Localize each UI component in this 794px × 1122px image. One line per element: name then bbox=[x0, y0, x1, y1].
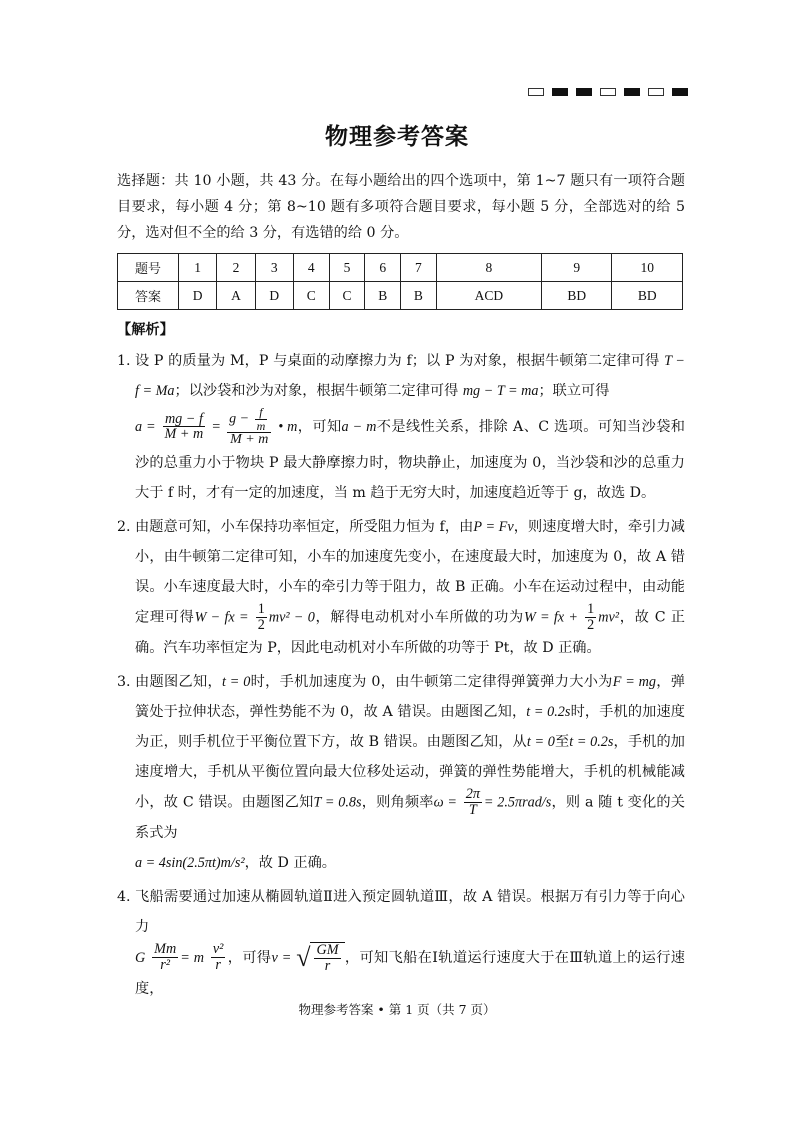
text: ，故 D 正确。 bbox=[244, 854, 336, 871]
question-number: 7 bbox=[401, 254, 437, 282]
mark-filled bbox=[672, 88, 688, 96]
equation: • m bbox=[278, 418, 298, 435]
inner-numerator: f bbox=[255, 406, 268, 420]
fraction-gravity bbox=[152, 942, 178, 973]
text: ，可得 bbox=[227, 949, 272, 966]
answer-cell: B bbox=[365, 282, 401, 310]
denominator: 2 bbox=[257, 616, 265, 633]
equation: mv² − 0 bbox=[268, 609, 315, 626]
answer-cell: D bbox=[255, 282, 293, 310]
text: ，手机的加速度增大，手机从平衡位置向最大位移处运动，弹簧的弹性势能增大，手机的机械能减小，故 C 错误。由题图乙知 bbox=[135, 733, 685, 811]
text: 设 P 的质量为 M，P 与桌面的动摩擦力为 f；以 P 为对象，根据牛顿第二定律可得 bbox=[135, 353, 660, 369]
radicand-fraction bbox=[314, 943, 340, 974]
text: ，可知飞船在Ⅰ轨道运行速度大于在Ⅲ轨道上的运行速度， bbox=[135, 949, 685, 997]
solution-2 bbox=[117, 512, 685, 663]
question-number: 9 bbox=[541, 254, 611, 282]
question-number: 6 bbox=[365, 254, 401, 282]
radical-sign: √ bbox=[296, 942, 311, 972]
fraction-half bbox=[256, 602, 267, 633]
equation: t = 0.2s bbox=[569, 733, 614, 750]
text: ，解得电动机对小车所做的功为 bbox=[314, 609, 524, 626]
answer-cell: BD bbox=[541, 282, 611, 310]
equation: P = Fv bbox=[473, 518, 514, 535]
intro-text: 选择题：共 10 小题，共 43 分。在每小题给出的四个选项中，第 1~7 题只有一项符合题目要求，每小题 4 分；第 8~10 题有多项符合题目要求，每小题 5 分，全部选对的给 5 分，选对但不全的给 3 分，有选错的给 0 分。 bbox=[117, 173, 685, 241]
solution-4 bbox=[117, 882, 685, 1004]
denominator: r bbox=[324, 957, 331, 974]
equation: T − f = Ma bbox=[135, 353, 685, 399]
equation: ω = bbox=[433, 794, 457, 811]
numerator: GM bbox=[316, 941, 339, 958]
numerator: v² bbox=[212, 941, 224, 958]
text: 由题图乙知， bbox=[135, 673, 222, 690]
numerator-part: g − bbox=[229, 411, 250, 427]
equation: a − m bbox=[341, 418, 377, 435]
numerator: 2π bbox=[465, 785, 480, 802]
text: 不是线性关系，排除 A、C 选项。可知当沙袋和沙的总重力小于物块 P 最大静摩擦力时，物块静止，加速度为 0，当沙袋和沙的总重力大于 f 时，才有一定的加速度，当 m 趋于无穷大时，加速度趋近等于 g，故选 D。 bbox=[135, 418, 685, 501]
equation: = 2.5πrad/s bbox=[483, 794, 552, 811]
text: ，则角频率 bbox=[361, 794, 434, 811]
denominator: M + m bbox=[164, 426, 204, 443]
numerator: mg − f bbox=[163, 412, 206, 428]
equation: T = 0.8s bbox=[313, 794, 362, 811]
question-number: 10 bbox=[612, 254, 683, 282]
equation: t = 0 bbox=[221, 673, 251, 690]
numerator: 1 bbox=[587, 600, 595, 617]
question-number: 4 bbox=[293, 254, 329, 282]
inner-denominator: m bbox=[256, 418, 266, 433]
radicand bbox=[310, 942, 344, 974]
row-label-number: 题号 bbox=[118, 254, 179, 282]
table-row-numbers bbox=[118, 254, 683, 282]
fraction bbox=[163, 412, 206, 443]
mark-filled bbox=[552, 88, 568, 96]
equation: v = bbox=[271, 949, 292, 966]
answer-cell: B bbox=[401, 282, 437, 310]
denominator: r bbox=[215, 957, 221, 974]
text: 由题意可知，小车保持功率恒定，所受阻力恒为 f，由 bbox=[135, 518, 474, 535]
section-label: 【解析】 bbox=[117, 322, 174, 338]
equation: W − fx = bbox=[194, 609, 249, 626]
text: 时，手机的加速度为正，则手机位于平衡位置下方，故 B 错误。由题图乙知，从 bbox=[135, 703, 685, 750]
question-number: 5 bbox=[329, 254, 365, 282]
answer-cell: C bbox=[329, 282, 365, 310]
mark-filled bbox=[576, 88, 592, 96]
fraction-centripetal bbox=[211, 942, 226, 973]
solution-number: 2. bbox=[117, 518, 131, 535]
equation: mg − T = ma bbox=[462, 383, 539, 399]
denominator: T bbox=[468, 801, 477, 818]
equation: a = bbox=[135, 418, 156, 435]
solution-number: 3. bbox=[117, 673, 131, 690]
page-footer: 物理参考答案 • 第 1 页（共 7 页） bbox=[298, 1002, 496, 1017]
equation: F = mg bbox=[612, 673, 656, 690]
fraction-half bbox=[585, 602, 596, 633]
question-number: 1 bbox=[179, 254, 217, 282]
equation: t = 0 bbox=[526, 733, 555, 750]
answer-cell: D bbox=[179, 282, 217, 310]
equation: mv² bbox=[598, 609, 620, 626]
answer-cell: ACD bbox=[436, 282, 541, 310]
equation: t = 0.2s bbox=[526, 703, 571, 720]
mark-filled bbox=[624, 88, 640, 96]
denominator: M + m bbox=[230, 432, 269, 448]
denominator: r² bbox=[160, 957, 171, 974]
compound-fraction bbox=[227, 406, 271, 448]
mark-open bbox=[600, 88, 616, 96]
answer-cell: A bbox=[217, 282, 255, 310]
equation: G bbox=[135, 949, 146, 966]
solution-1 bbox=[117, 346, 685, 508]
row-label-answer: 答案 bbox=[118, 282, 179, 310]
page-title: 物理参考答案 bbox=[325, 123, 469, 150]
answer-table bbox=[117, 253, 683, 310]
numerator: Mm bbox=[154, 941, 177, 958]
numerator: 1 bbox=[257, 600, 265, 617]
equation: a = 4sin(2.5πt)m/s² bbox=[135, 854, 245, 871]
mark-open bbox=[528, 88, 544, 96]
equation: W = fx + bbox=[523, 609, 578, 626]
text: ，则 a 随 t 变化的关系式为 bbox=[135, 794, 685, 841]
question-number: 8 bbox=[436, 254, 541, 282]
text: ，可知 bbox=[297, 418, 342, 435]
equation: = m bbox=[180, 949, 204, 966]
answer-cell: BD bbox=[612, 282, 683, 310]
solution-3 bbox=[117, 667, 685, 878]
equals: = bbox=[212, 418, 221, 435]
text: 至 bbox=[554, 733, 570, 750]
text: 飞船需要通过加速从椭圆轨道Ⅱ进入预定圆轨道Ⅲ，故 A 错误。根据万有引力等于向心力 bbox=[135, 888, 685, 935]
text: ，故 C 正确。汽车功率恒定为 P，因此电动机对小车所做的功等于 Pt，故 D 正确。 bbox=[135, 609, 685, 656]
text: 时，手机加速度为 0，由牛顿第二定律得弹簧弹力大小为 bbox=[250, 673, 613, 690]
table-row-answers bbox=[118, 282, 683, 310]
square-root bbox=[296, 942, 344, 974]
text: ；联立可得 bbox=[538, 383, 610, 399]
numerator bbox=[227, 406, 271, 433]
solution-number: 1. bbox=[117, 353, 131, 369]
text: ；以沙袋和沙为对象，根据牛顿第二定律可得 bbox=[174, 383, 459, 399]
text: ，则速度增大时，牵引力减小，由牛顿第二定律可知，小车的加速度先变小，在速度最大时，加速度为 0，故 A 错误。小车速度最大时，小车的牵引力等于阻力，故 B 正确。小车在运动过程中，由动能定理可得 bbox=[135, 518, 685, 626]
denominator: 2 bbox=[587, 616, 595, 633]
text: ，弹簧处于拉伸状态，弹性势能不为 0，故 A 错误。由题图乙知， bbox=[135, 673, 685, 720]
fraction-omega bbox=[464, 787, 482, 818]
question-number: 3 bbox=[255, 254, 293, 282]
solutions bbox=[117, 346, 685, 1004]
answer-cell: C bbox=[293, 282, 329, 310]
header-marks bbox=[528, 88, 688, 96]
inner-fraction bbox=[255, 406, 268, 432]
solution-number: 4. bbox=[117, 888, 131, 905]
question-number: 2 bbox=[217, 254, 255, 282]
mark-open bbox=[648, 88, 664, 96]
